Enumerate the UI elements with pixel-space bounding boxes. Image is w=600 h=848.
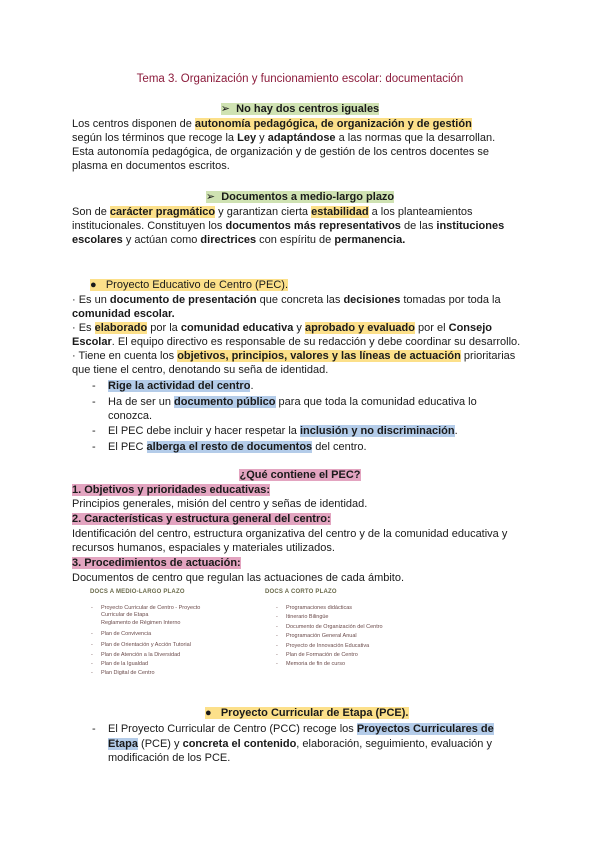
docs-item: - Programación General Anual	[276, 633, 357, 639]
paragraph-line: Principios generales, misión del centro y señas de identidad.	[72, 498, 368, 510]
docs-item: - Plan de la Igualdad	[91, 661, 149, 667]
section-heading-centros: ➢ No hay dos centros iguales	[220, 103, 380, 115]
docs-item: Reglamento de Régimen Interno	[101, 620, 181, 626]
docs-item: - Plan de Convivencia	[91, 631, 152, 637]
docs-item: - Memoria de fin de curso	[276, 661, 345, 667]
list-item-continued: modificación de los PCE.	[108, 752, 231, 764]
paragraph-line: Escolar. El equipo directivo es responsable de su redacción y debe coordinar su desarrollo.	[72, 336, 521, 348]
docs-item: - Documento de Organización del Centro	[276, 624, 383, 630]
paragraph-line: Esta autonomía pedagógica, de organización y de gestión de los centros docentes se	[72, 146, 490, 158]
docs-item: - Plan de Formación de Centro	[276, 652, 358, 658]
docs-item-continued: Curricular de Etapa	[101, 612, 149, 618]
paragraph-line: · Es elaborado por la comunidad educativa y aprobado y evaluado por el Consejo	[72, 322, 493, 334]
arrow-bullet-icon: ➢	[205, 191, 216, 203]
paragraph-line: · Es un documento de presentación que concreta las decisiones tomadas por toda la	[72, 294, 501, 306]
dash-bullet-icon: -	[92, 425, 96, 437]
docs-long-term-title: DOCS A MEDIO-LARGO PLAZO	[90, 589, 185, 595]
docs-item: - Plan de Atención a la Diversidad	[91, 652, 181, 658]
docs-item: - Plan de Orientación y Acción Tutorial	[91, 642, 191, 648]
list-item: Ha de ser un documento público para que toda la comunidad educativa lo	[108, 396, 477, 408]
paragraph-line: Documentos de centro que regulan las actuaciones de cada ámbito.	[72, 572, 405, 584]
subheading: 3. Procedimientos de actuación:	[72, 557, 241, 569]
paragraph-line: plasma en documentos escritos.	[72, 160, 230, 172]
list-item: El PEC alberga el resto de documentos del centro.	[108, 441, 367, 453]
list-item-continued: conozca.	[108, 410, 153, 422]
docs-item: - Plan Digital de Centro	[91, 670, 155, 676]
list-item: El PEC debe incluir y hacer respetar la inclusión y no discriminación.	[108, 425, 458, 437]
section-heading-documentos: ➢ Documentos a medio-largo plazo	[205, 191, 395, 203]
dash-bullet-icon: -	[92, 396, 96, 408]
docs-short-term-title: DOCS A CORTO PLAZO	[265, 589, 337, 595]
page-title: Tema 3. Organización y funcionamiento escolar: documentación	[136, 73, 464, 85]
docs-item: - Itinerario Bilingüe	[276, 614, 329, 620]
dash-bullet-icon: -	[92, 380, 96, 392]
paragraph-line: Los centros disponen de autonomía pedagógica, de organización y de gestión	[72, 118, 472, 130]
list-item: Rige la actividad del centro.	[108, 380, 254, 392]
paragraph-line: institucionales. Constituyen los documentos más representativos de las instituciones	[72, 220, 505, 232]
paragraph-line: comunidad escolar.	[72, 308, 175, 320]
section-heading-pec: ● Proyecto Educativo de Centro (PEC).	[90, 279, 289, 291]
paragraph-line: según los términos que recoge la Ley y adaptándose a las normas que la desarrollan.	[72, 132, 496, 144]
paragraph-line: que tiene el centro, denotando su seña de identidad.	[72, 364, 329, 376]
subheading: 2. Características y estructura general del centro:	[72, 513, 331, 525]
section-heading-pce: ● Proyecto Curricular de Etapa (PCE).	[205, 707, 409, 719]
dash-bullet-icon: -	[92, 441, 96, 453]
list-item: El Proyecto Curricular de Centro (PCC) recoge los Proyectos Curriculares de	[108, 723, 494, 735]
docs-item: - Proyecto Curricular de Centro - Proyecto	[91, 605, 201, 611]
paragraph-line: Identificación del centro, estructura organizativa del centro y de la comunidad educativa y	[72, 528, 508, 540]
subheading: 1. Objetivos y prioridades educativas:	[72, 484, 271, 496]
list-item-continued: Etapa (PCE) y concreta el contenido, elaboración, seguimiento, evaluación y	[108, 738, 492, 750]
bullet-dot-icon: ●	[90, 279, 97, 291]
bullet-dot-icon: ●	[205, 707, 212, 719]
paragraph-line: · Tiene en cuenta los objetivos, principios, valores y las líneas de actuación prioritarias	[72, 350, 516, 362]
docs-item: - Programaciones didácticas	[276, 605, 353, 611]
arrow-bullet-icon: ➢	[220, 103, 231, 115]
paragraph-line: recursos humanos, espaciales y materiales utilizados.	[72, 542, 335, 554]
paragraph-line: escolares y actúan como directrices con espíritu de permanencia.	[72, 234, 406, 246]
dash-bullet-icon: -	[92, 723, 96, 735]
docs-item: - Proyecto de Innovación Educativa	[276, 643, 370, 649]
section-heading-contiene: ¿Qué contiene el PEC?	[239, 469, 361, 481]
paragraph-line: Son de carácter pragmático y garantizan cierta estabilidad a los planteamientos	[72, 206, 473, 218]
